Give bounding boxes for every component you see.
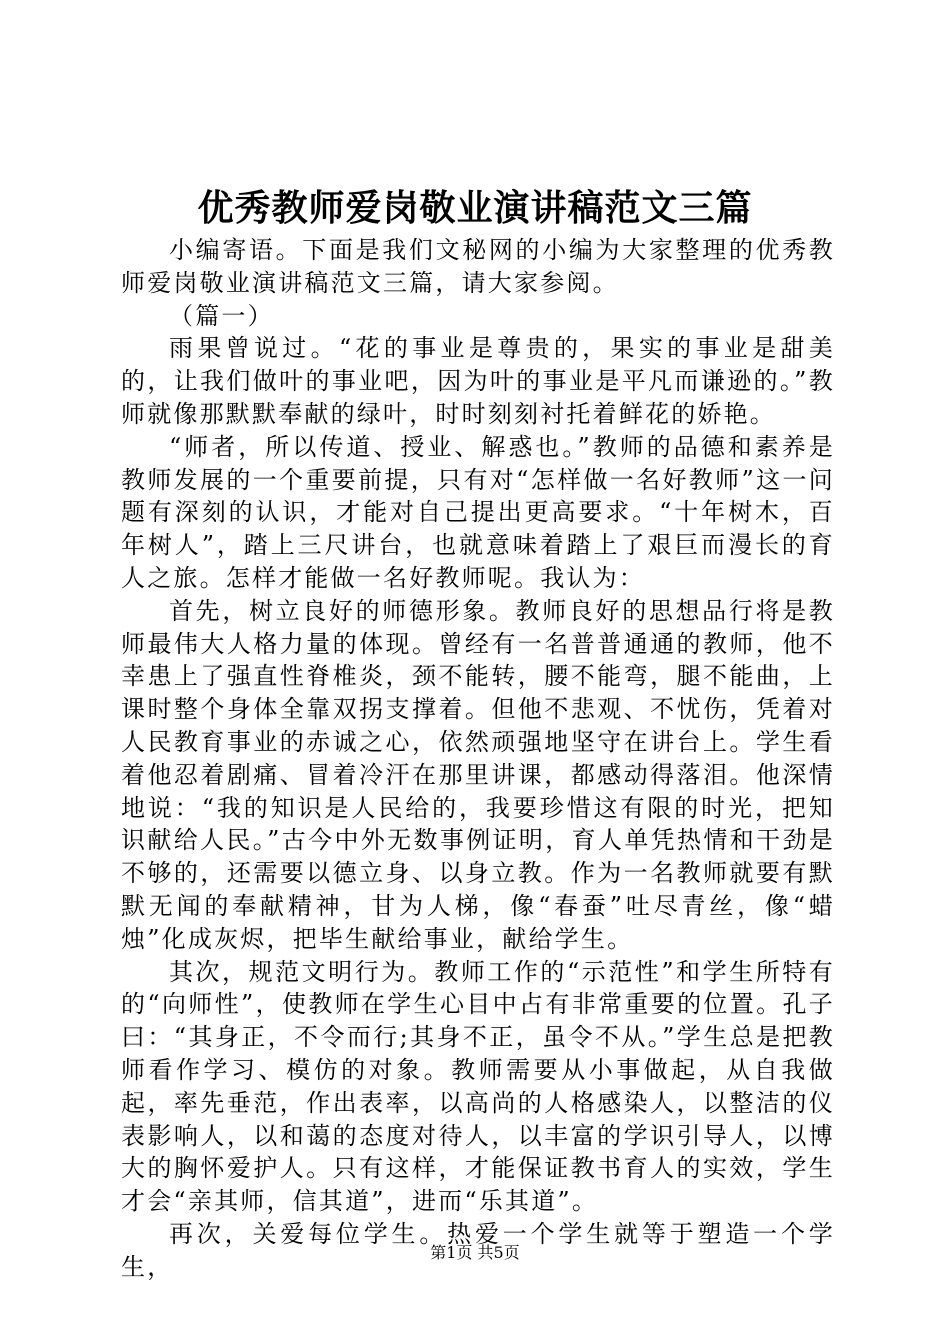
paragraph-teacher-role: “师者，所以传道、授业、解惑也。”教师的品德和素养是教师发展的一个重要前提，只有对“怎样做一名好教师”这一问题有深刻的认识，才能对自己提出更高要求。“十年树木，百年树人”，踏上三尺讲台，也就意味着踏上了艰巨而漫长的育人之旅。怎样才能做一名好教师呢。我认为： bbox=[121, 432, 835, 592]
paragraph-hugo-quote: 雨果曾说过。“花的事业是尊贵的，果实的事业是甜美的，让我们做叶的事业吧，因为叶的事业是平凡而谦逊的。”教师就像那默默奉献的绿叶，时时刻刻衬托着鲜花的娇艳。 bbox=[121, 334, 835, 428]
document-title: 优秀教师爱岗敬业演讲稿范文三篇 bbox=[197, 187, 753, 229]
document-body bbox=[121, 234, 835, 1284]
paragraph-third-point: 再次，关爱每位学生。热爱一个学生就等于塑造一个学生， bbox=[121, 1219, 835, 1281]
page-footer: 第1页 共5页 bbox=[430, 1243, 520, 1262]
paragraph-first-point: 首先，树立良好的师德形象。教师良好的思想品行将是教师最伟大人格力量的体现。曾经有一名普普通通的教师，他不幸患上了强直性脊椎炎，颈不能转，腰不能弯，腿不能曲，上课时整个身体全靠双拐支撑着。但他不悲观、不忧伤，凭着对人民教育事业的赤诚之心，依然顽强地坚守在讲台上。学生看着他忍着剧痛、冒着冷汗在那里讲课，都感动得落泪。他深情地说：“我的知识是人民给的，我要珍惜这有限的时光，把知识献给人民。”古今中外无数事例证明，育人单凭热情和干劲是不够的，还需要以德立身、以身立教。作为一名教师就要有默默无闻的奉献精神，甘为人梯，像“春蚕”吐尽青丝，像“蜡烛”化成灰烬，把毕生献给事业，献给学生。 bbox=[121, 596, 835, 953]
paragraph-section-heading: （篇一） bbox=[169, 301, 274, 330]
paragraph-intro: 小编寄语。下面是我们文秘网的小编为大家整理的优秀教师爱岗敬业演讲稿范文三篇，请大家参阅。 bbox=[121, 236, 835, 297]
paragraph-second-point: 其次，规范文明行为。教师工作的“示范性”和学生所特有的“向师性”，使教师在学生心目中占有非常重要的位置。孔子曰：“其身正，不令而行;其身不正，虽令不从。”学生总是把教师看作学习、模仿的对象。教师需要从小事做起，从自我做起，率先垂范，作出表率，以高尚的人格感染人，以整洁的仪表影响人，以和蔼的态度对待人，以丰富的学识引导人，以博大的胸怀爱护人。只有这样，才能保证教书育人的实效，学生才会“亲其师，信其道”，进而“乐其道”。 bbox=[121, 957, 835, 1216]
